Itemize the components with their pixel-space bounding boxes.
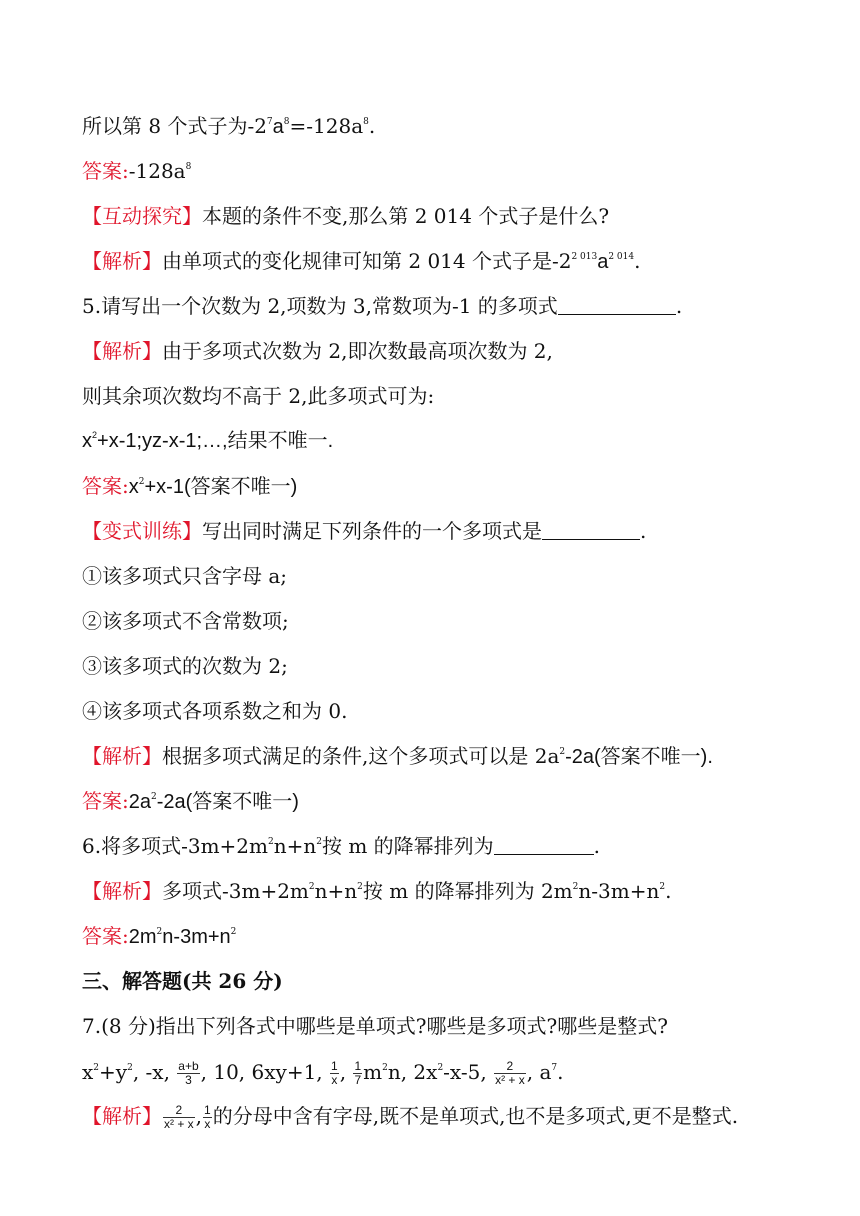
fraction: $\frac{1}{x}$ <box>331 1059 338 1087</box>
answer-line-1: 答案$:-128a^8$ <box>82 159 192 183</box>
question-6: 6.将多项式$-3m+2m^2n+n^2$按 m 的降幂排列为 . <box>82 834 601 858</box>
condition-3: ③该多项式的次数为 2; <box>82 654 288 678</box>
fraction: $\frac{2}{\text{x² + x}}$ <box>495 1059 525 1087</box>
fraction: $\frac{a+b}{3}$ <box>178 1059 199 1087</box>
analysis-line-4: 【解析】多项式$-3m+2m^2n+n^2$按 m 的降幂排列为 $2m^2n-3m+n^2$. <box>82 879 672 903</box>
analysis-line-2: 【解析】由于多项式次数为 2,即次数最高项次数为 2, <box>82 339 553 363</box>
fraction: $\frac{2}{\text{x² + x}}$ <box>164 1103 194 1131</box>
condition-2: ②该多项式不含常数项; <box>82 609 289 633</box>
answer-label: 答案: <box>82 474 129 498</box>
line-1: 所以第 8 个式子为$-2^7a^8=-128a^8$. <box>82 114 376 138</box>
fraction: $\frac{1}{x}$ <box>204 1103 211 1131</box>
variant-training-line: 【变式训练】写出同时满足下列条件的一个多项式是 . <box>82 519 647 543</box>
analysis-label: 【解析】 <box>82 879 162 903</box>
answer-line-2: 答案$:x^2+x-1$(答案不唯一) <box>82 474 298 498</box>
answer-blank <box>542 521 640 540</box>
section-label: 【变式训练】 <box>82 519 202 543</box>
answer-label: 答案: <box>82 159 129 183</box>
answer-line-3: 答案$:2a^2-2a$(答案不唯一) <box>82 789 299 813</box>
analysis-line-3: 【解析】根据多项式满足的条件,这个多项式可以是 $2a^2-2a$(答案不唯一). <box>82 744 713 768</box>
interactive-explore-line: 【互动探究】本题的条件不变,那么第 2 014 个式子是什么? <box>82 204 610 228</box>
analysis-line-5: 【解析】 $\frac{2}{\text{x² + x}}$ , $\frac{1}{x}$ 的分母中含有字母,既不是单项式,也不是多项式,更不是整式. <box>82 1103 739 1131</box>
analysis-label: 【解析】 <box>82 744 162 768</box>
analysis-label: 【解析】 <box>82 249 162 273</box>
answer-blank <box>558 296 676 315</box>
answer-label: 答案: <box>82 924 129 948</box>
condition-1: ①该多项式只含字母 a; <box>82 564 288 588</box>
condition-4: ④该多项式各项系数之和为 0. <box>82 699 348 723</box>
analysis-label: 【解析】 <box>82 339 162 363</box>
text-line-8: $x^2+x-1;yz-x-1;\dots$,结果不唯一. <box>82 430 334 452</box>
analysis-line-1: 【解析】由单项式的变化规律可知第 2 014 个式子是$-2^{2 013}a^{2 014}$. <box>82 249 641 273</box>
section-heading-3: 三、解答题(共 26 分) <box>82 969 283 993</box>
fraction: $\frac{1}{7}$ <box>354 1059 362 1087</box>
answer-line-4: 答案$:2m^2n-3m+n^2$ <box>82 924 237 948</box>
question-5: 5.请写出一个次数为 2,项数为 3,常数项为-1 的多项式 . <box>82 294 683 318</box>
analysis-label: 【解析】 <box>82 1104 162 1128</box>
question-7: 7.(8 分)指出下列各式中哪些是单项式?哪些是多项式?哪些是整式? <box>82 1014 668 1038</box>
section-label: 【互动探究】 <box>82 204 202 228</box>
answer-blank <box>494 836 594 855</box>
answer-label: 答案: <box>82 789 129 813</box>
expression-list: $x^2+y^2$, -x, $\frac{a+b}{3}$ , 10, 6xy+1, $\frac{1}{x}$ , $\frac{1}{7}$ $m^2n$, $2x^2-x-5$, $\frac{2}{\text{x² + x}}$ , $a^7$. <box>82 1059 564 1087</box>
text-line-7: 则其余项次数均不高于 2,此多项式可为: <box>82 384 435 408</box>
